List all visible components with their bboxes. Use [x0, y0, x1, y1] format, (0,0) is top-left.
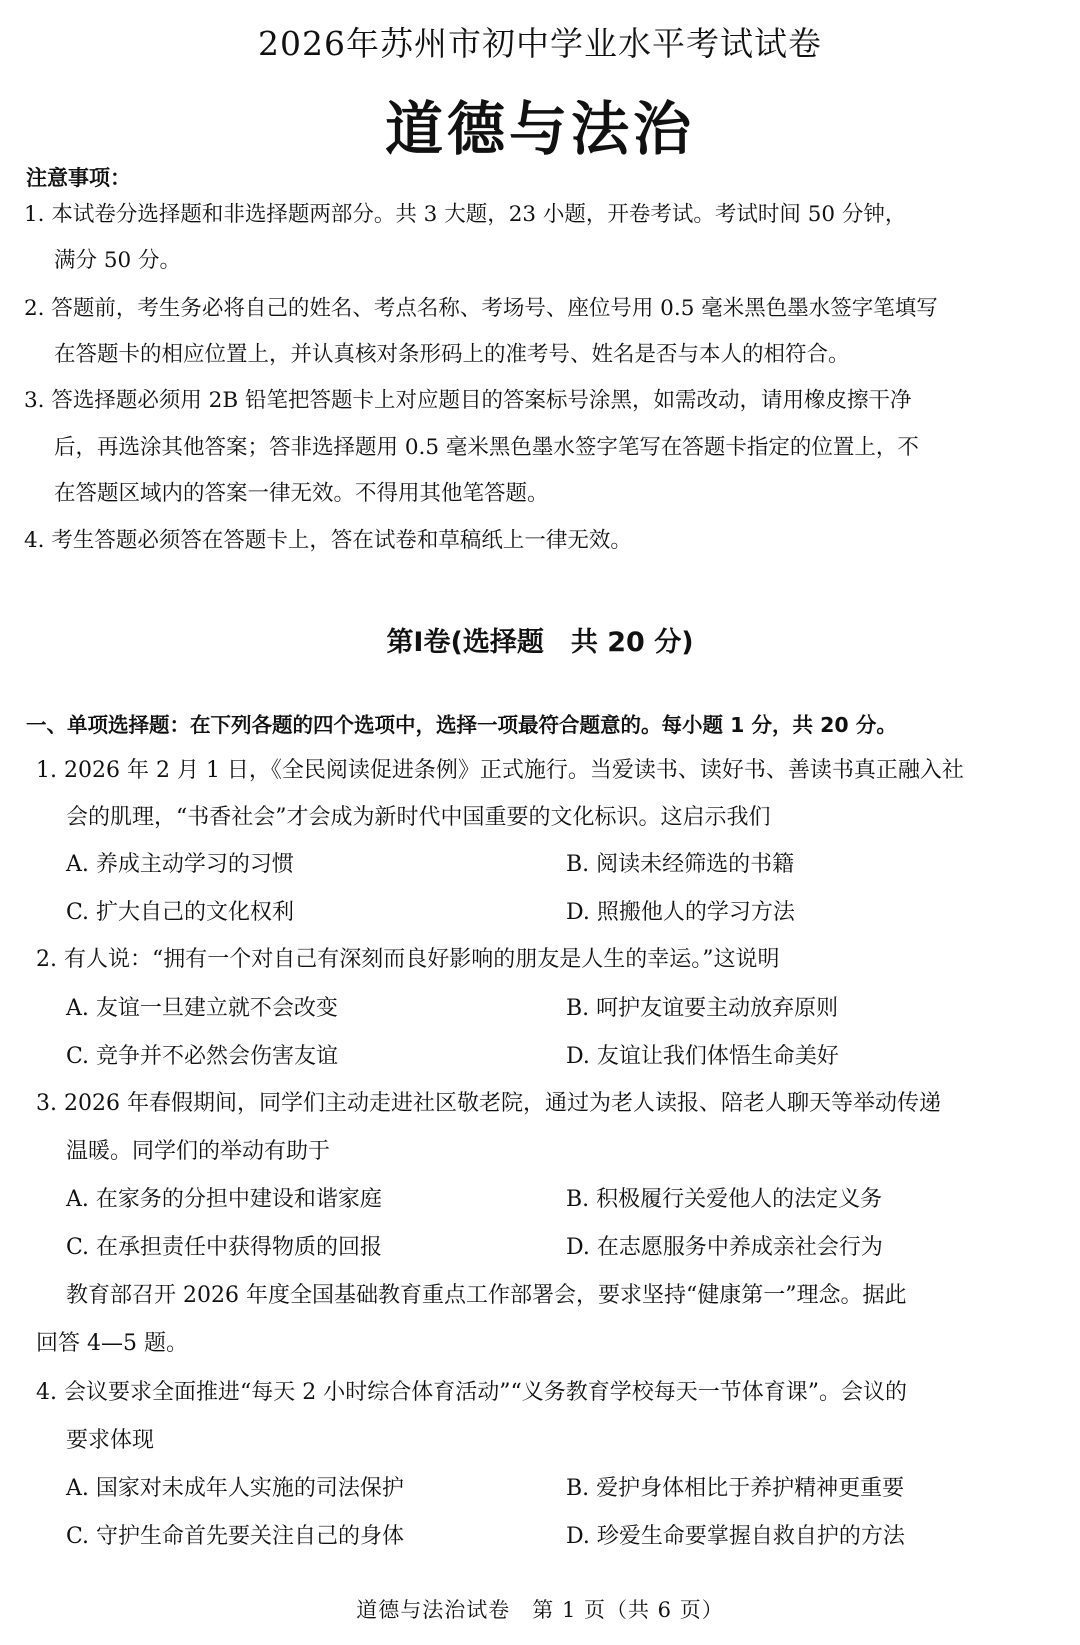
question-stem: 3. 2026 年春假期间，同学们主动走进社区敬老院，通过为老人读报、陪老人聊天等举动传递 — [36, 1091, 941, 1116]
question-stem: 会的肌理，“书香社会”才会成为新时代中国重要的文化标识。这启示我们 — [66, 805, 771, 830]
option-d: D. 在志愿服务中养成亲社会行为 — [566, 1235, 883, 1260]
exam-title: 2026年苏州市初中学业水平考试试卷 — [258, 24, 822, 63]
notice-line: 满分 50 分。 — [54, 248, 182, 273]
option-a: A. 友谊一旦建立就不会改变 — [66, 996, 338, 1021]
question-stem: 4. 会议要求全面推进“每天 2 小时综合体育活动”“义务教育学校每天一节体育课”。会议的 — [36, 1380, 907, 1405]
notice-line: 在答题卡的相应位置上，并认真核对条形码上的准考号、姓名是否与本人的相符合。 — [54, 342, 850, 367]
option-c: C. 守护生命首先要关注自己的身体 — [66, 1524, 405, 1549]
notice-line: 4. 考生答题必须答在答题卡上，答在试卷和草稿纸上一律无效。 — [24, 528, 632, 553]
option-a: A. 在家务的分担中建设和谐家庭 — [66, 1187, 382, 1212]
option-a: A. 国家对未成年人实施的司法保护 — [66, 1476, 404, 1501]
page-footer: 道德与法治试卷 第 1 页（共 6 页） — [356, 1598, 724, 1622]
option-c: C. 在承担责任中获得物质的回报 — [66, 1235, 383, 1260]
option-b: B. 呵护友谊要主动放弃原则 — [566, 996, 839, 1021]
option-c: C. 扩大自己的文化权利 — [66, 900, 295, 925]
notice-line: 1. 本试卷分选择题和非选择题两部分。共 3 大题，23 小题，开卷考试。考试时间 50 分钟， — [24, 202, 907, 227]
material-text: 教育部召开 2026 年度全国基础教育重点工作部署会，要求坚持“健康第一”理念。据此 — [66, 1283, 907, 1308]
option-d: D. 友谊让我们体悟生命美好 — [566, 1044, 839, 1069]
notice-line: 后，再选涂其他答案；答非选择题用 0.5 毫米黑色墨水签字笔写在答题卡指定的位置上，不 — [54, 435, 919, 460]
question-stem: 1. 2026 年 2 月 1 日，《全民阅读促进条例》正式施行。当爱读书、读好书、善读书真正融入社 — [36, 758, 964, 783]
subject-title: 道德与法治 — [384, 95, 695, 163]
notice-line: 3. 答选择题必须用 2B 铅笔把答题卡上对应题目的答案标号涂黑，如需改动，请用橡皮擦干净 — [24, 388, 912, 413]
option-b: B. 爱护身体相比于养护精神更重要 — [566, 1476, 905, 1501]
option-b: B. 积极履行关爱他人的法定义务 — [566, 1187, 883, 1212]
question-stem: 2. 有人说：“拥有一个对自己有深刻而良好影响的朋友是人生的幸运。”这说明 — [36, 947, 780, 972]
notice-heading: 注意事项： — [26, 166, 131, 190]
section-title: 第Ⅰ卷(选择题 共 20 分) — [386, 627, 694, 658]
material-text: 回答 4—5 题。 — [36, 1331, 188, 1356]
notice-line: 2. 答题前，考生务必将自己的姓名、考点名称、考场号、座位号用 0.5 毫米黑色墨水签字笔填写 — [24, 296, 938, 321]
option-d: D. 照搬他人的学习方法 — [566, 900, 795, 925]
option-d: D. 珍爱生命要掌握自救自护的方法 — [566, 1524, 905, 1549]
question-stem: 温暖。同学们的举动有助于 — [66, 1139, 331, 1164]
question-stem: 要求体现 — [66, 1428, 155, 1453]
option-c: C. 竞争并不必然会伤害友谊 — [66, 1044, 339, 1069]
option-a: A. 养成主动学习的习惯 — [66, 852, 294, 877]
option-b: B. 阅读未经筛选的书籍 — [566, 852, 795, 877]
notice-line: 在答题区域内的答案一律无效。不得用其他笔答题。 — [54, 481, 549, 506]
part-heading: 一、单项选择题：在下列各题的四个选项中，选择一项最符合题意的。每小题 1 分，共 20 分。 — [26, 713, 897, 737]
